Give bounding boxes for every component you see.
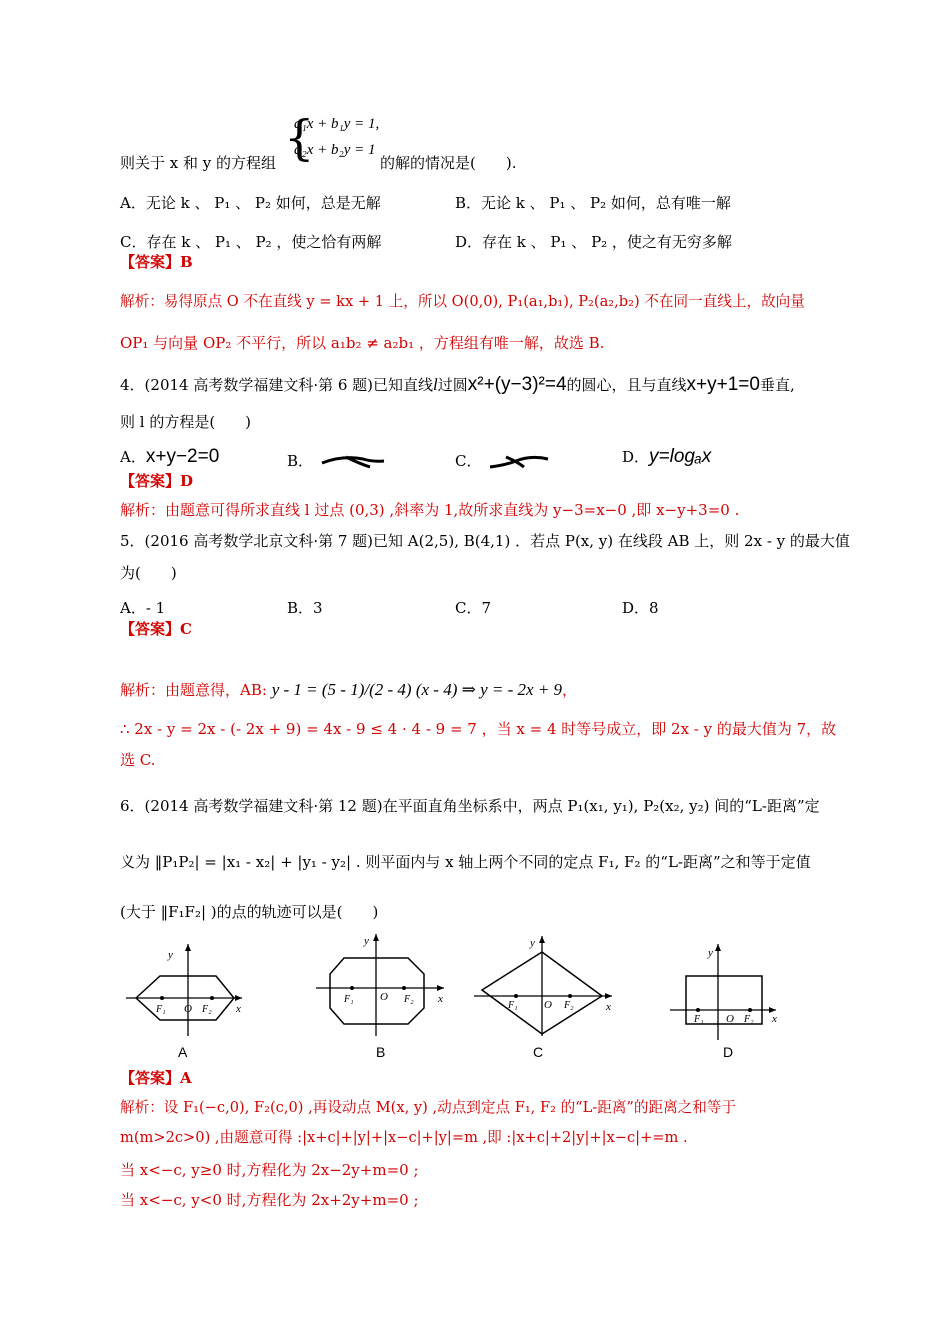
q4-stem-b: 过圆 <box>437 376 468 394</box>
fig-a-f2: F₂ <box>202 1004 212 1015</box>
q5-explanation-2: ∴ 2x - y = 2x - (- 2x + 9) = 4x - 9 ≤ 4 · 4 - 9 = 7 ，当 x = 4 时等号成立，即 2x - y 的最大值为 7，故 <box>120 720 837 738</box>
q4-option-b-label: B． <box>287 452 314 470</box>
q5-option-a[interactable]: A．- 1 <box>120 599 166 617</box>
fig-d-y-label: y <box>708 947 713 959</box>
fig-b-origin: O <box>380 991 388 1003</box>
fig-a-y-label: y <box>168 949 173 961</box>
q4-option-c-label: C． <box>455 452 482 470</box>
fig-d-x-label: x <box>772 1013 777 1025</box>
q4-line-eq: x+y+1=0 <box>686 374 760 395</box>
fig-a-origin: O <box>184 1003 192 1015</box>
fig-c-y-label: y <box>530 937 535 949</box>
q6-explanation-3: 当 x<−c, y≥0 时,方程化为 2x−2y+m=0 ; <box>120 1161 419 1179</box>
q4-option-c-glyph <box>486 453 556 471</box>
fig-c-origin: O <box>544 999 552 1011</box>
q5-stem-1: 5．(2016 高考数学北京文科·第 7 题)已知 A(2,5), B(4,1) ．若点 P(x, y) 在线段 AB 上，则 2x - y 的最大值 <box>120 532 850 550</box>
fig-a-f1: F₁ <box>156 1004 166 1015</box>
system-row-2: a₂x + b₂y = 1 <box>294 142 376 158</box>
fig-d-origin: O <box>726 1013 734 1025</box>
q4-option-a-label: A． <box>120 448 146 466</box>
fig-d-f2: F₂ <box>744 1014 754 1025</box>
q4-line-l: l <box>433 375 438 394</box>
q6-explanation-4: 当 x<−c, y<0 时,方程化为 2x+2y+m=0 ; <box>120 1191 419 1209</box>
figure-a[interactable] <box>124 930 254 1040</box>
q4-stem-1 <box>120 375 795 395</box>
figure-b-label: B <box>376 1044 386 1060</box>
q6-answer: 【答案】A <box>120 1069 192 1087</box>
q3-stem <box>120 153 517 173</box>
fig-c-f2: F₂ <box>564 1000 574 1011</box>
q4-option-c[interactable] <box>455 450 556 471</box>
figure-d-label: D <box>723 1044 734 1060</box>
q5-answer: 【答案】C <box>120 620 192 638</box>
fig-b-f2: F₂ <box>404 994 414 1005</box>
system-brace: { <box>284 110 315 166</box>
system-row-1: a₁x + b₁y = 1, <box>294 116 380 132</box>
q3-option-a[interactable]: A．无论 k 、 P₁ 、 P₂ 如何，总是无解 <box>120 194 381 212</box>
q5-option-d[interactable]: D．8 <box>622 599 659 617</box>
fig-c-f1: F₁ <box>508 1000 518 1011</box>
q5-exp1-eq: y - 1 = (5 - 1)/(2 - 4) (x - 4) ⇒ y = - 2x + 9 <box>271 680 563 699</box>
q5-explanation-1 <box>120 680 577 700</box>
q4-option-d[interactable] <box>622 446 711 468</box>
q3-stem-b: 的解的情况是( ). <box>380 154 517 172</box>
q3-option-d[interactable]: D．存在 k 、 P₁ 、 P₂ ，使之有无穷多解 <box>455 233 732 251</box>
q6-stem-2: 义为 ‖P₁P₂| = |x₁ - x₂| + |y₁ - y₂| . 则平面内与 x 轴上两个不同的定点 F₁, F₂ 的“L-距离”之和等于定值 <box>120 853 811 871</box>
figure-c-label: C <box>533 1044 544 1060</box>
q4-option-d-eq: y=logₐx <box>649 446 712 467</box>
figure-c[interactable] <box>472 930 622 1040</box>
q3-option-b[interactable]: B．无论 k 、 P₁ 、 P₂ 如何，总有唯一解 <box>455 194 731 212</box>
figure-b[interactable] <box>314 930 454 1040</box>
q4-option-d-label: D． <box>622 448 650 466</box>
fig-b-y-label: y <box>364 935 369 947</box>
q6-explanation-1: 解析：设 F₁(−c,0), F₂(c,0) ,再设动点 M(x, y) ,动点到定点 F₁, F₂ 的“L-距离”的距离之和等于 <box>120 1099 737 1116</box>
q4-explanation: 解析：由题意可得所求直线 l 过点 (0,3) ,斜率为 1,故所求直线为 y−3=x−0 ,即 x−y+3=0 . <box>120 501 740 519</box>
q4-option-a[interactable] <box>120 446 219 468</box>
q5-explanation-3: 选 C. <box>120 751 156 769</box>
q6-explanation-2: m(m>2c>0) ,由题意可得 :|x+c|+|y|+|x−c|+|y|=m ,即 :|x+c|+2|y|+|x−c|+=m . <box>120 1129 688 1146</box>
fig-c-x-label: x <box>606 1001 611 1013</box>
q4-answer: 【答案】D <box>120 472 194 490</box>
q4-option-b-glyph <box>318 453 388 471</box>
q5-exp1-a: 解析：由题意得，AB: <box>120 681 267 699</box>
fig-a-x-label: x <box>236 1003 241 1015</box>
q5-option-c[interactable]: C．7 <box>455 599 492 617</box>
figure-a-label: A <box>178 1044 188 1060</box>
q5-exp1-b: ， <box>562 681 578 699</box>
q4-option-b[interactable] <box>287 450 388 471</box>
q5-option-b[interactable]: B．3 <box>287 599 323 617</box>
q6-stem-1: 6．(2014 高考数学福建文科·第 12 题)在平面直角坐标系中，两点 P₁(x₁, y₁), P₂(x₂, y₂) 间的“L-距离”定 <box>120 797 820 815</box>
q5-stem-2: 为( ) <box>120 564 177 582</box>
q4-stem-c: 的圆心，且与直线 <box>566 376 687 394</box>
q4-circle-eq: x²+(y−3)²=4 <box>467 374 567 395</box>
q4-stem-2: 则 l 的方程是( ) <box>120 413 252 431</box>
fig-b-f1: F₁ <box>344 994 354 1005</box>
q4-stem-a: 4．(2014 高考数学福建文科·第 6 题)已知直线 <box>120 376 434 394</box>
q3-stem-a: 则关于 x 和 y 的方程组 <box>120 154 277 172</box>
q4-stem-d: 垂直, <box>759 376 795 394</box>
q3-option-c[interactable]: C．存在 k 、 P₁ 、 P₂ ，使之恰有两解 <box>120 233 382 251</box>
figure-d[interactable] <box>668 930 788 1040</box>
q3-explanation-2: OP₁ 与向量 OP₂ 不平行，所以 a₁b₂ ≠ a₂b₁ ，方程组有唯一解，故选 B. <box>120 334 605 352</box>
q3-explanation-1: 解析：易得原点 O 不在直线 y = kx + 1 上，所以 O(0,0), P₁(a₁,b₁), P₂(a₂,b₂) 不在同一直线上，故向量 <box>120 293 805 310</box>
fig-b-x-label: x <box>438 993 443 1005</box>
fig-d-f1: F₁ <box>694 1014 704 1025</box>
q3-answer: 【答案】B <box>120 253 193 271</box>
q4-option-a-eq: x+y−2=0 <box>145 446 220 467</box>
q6-stem-3: (大于 ‖F₁F₂| )的点的轨迹可以是( ) <box>120 903 379 921</box>
